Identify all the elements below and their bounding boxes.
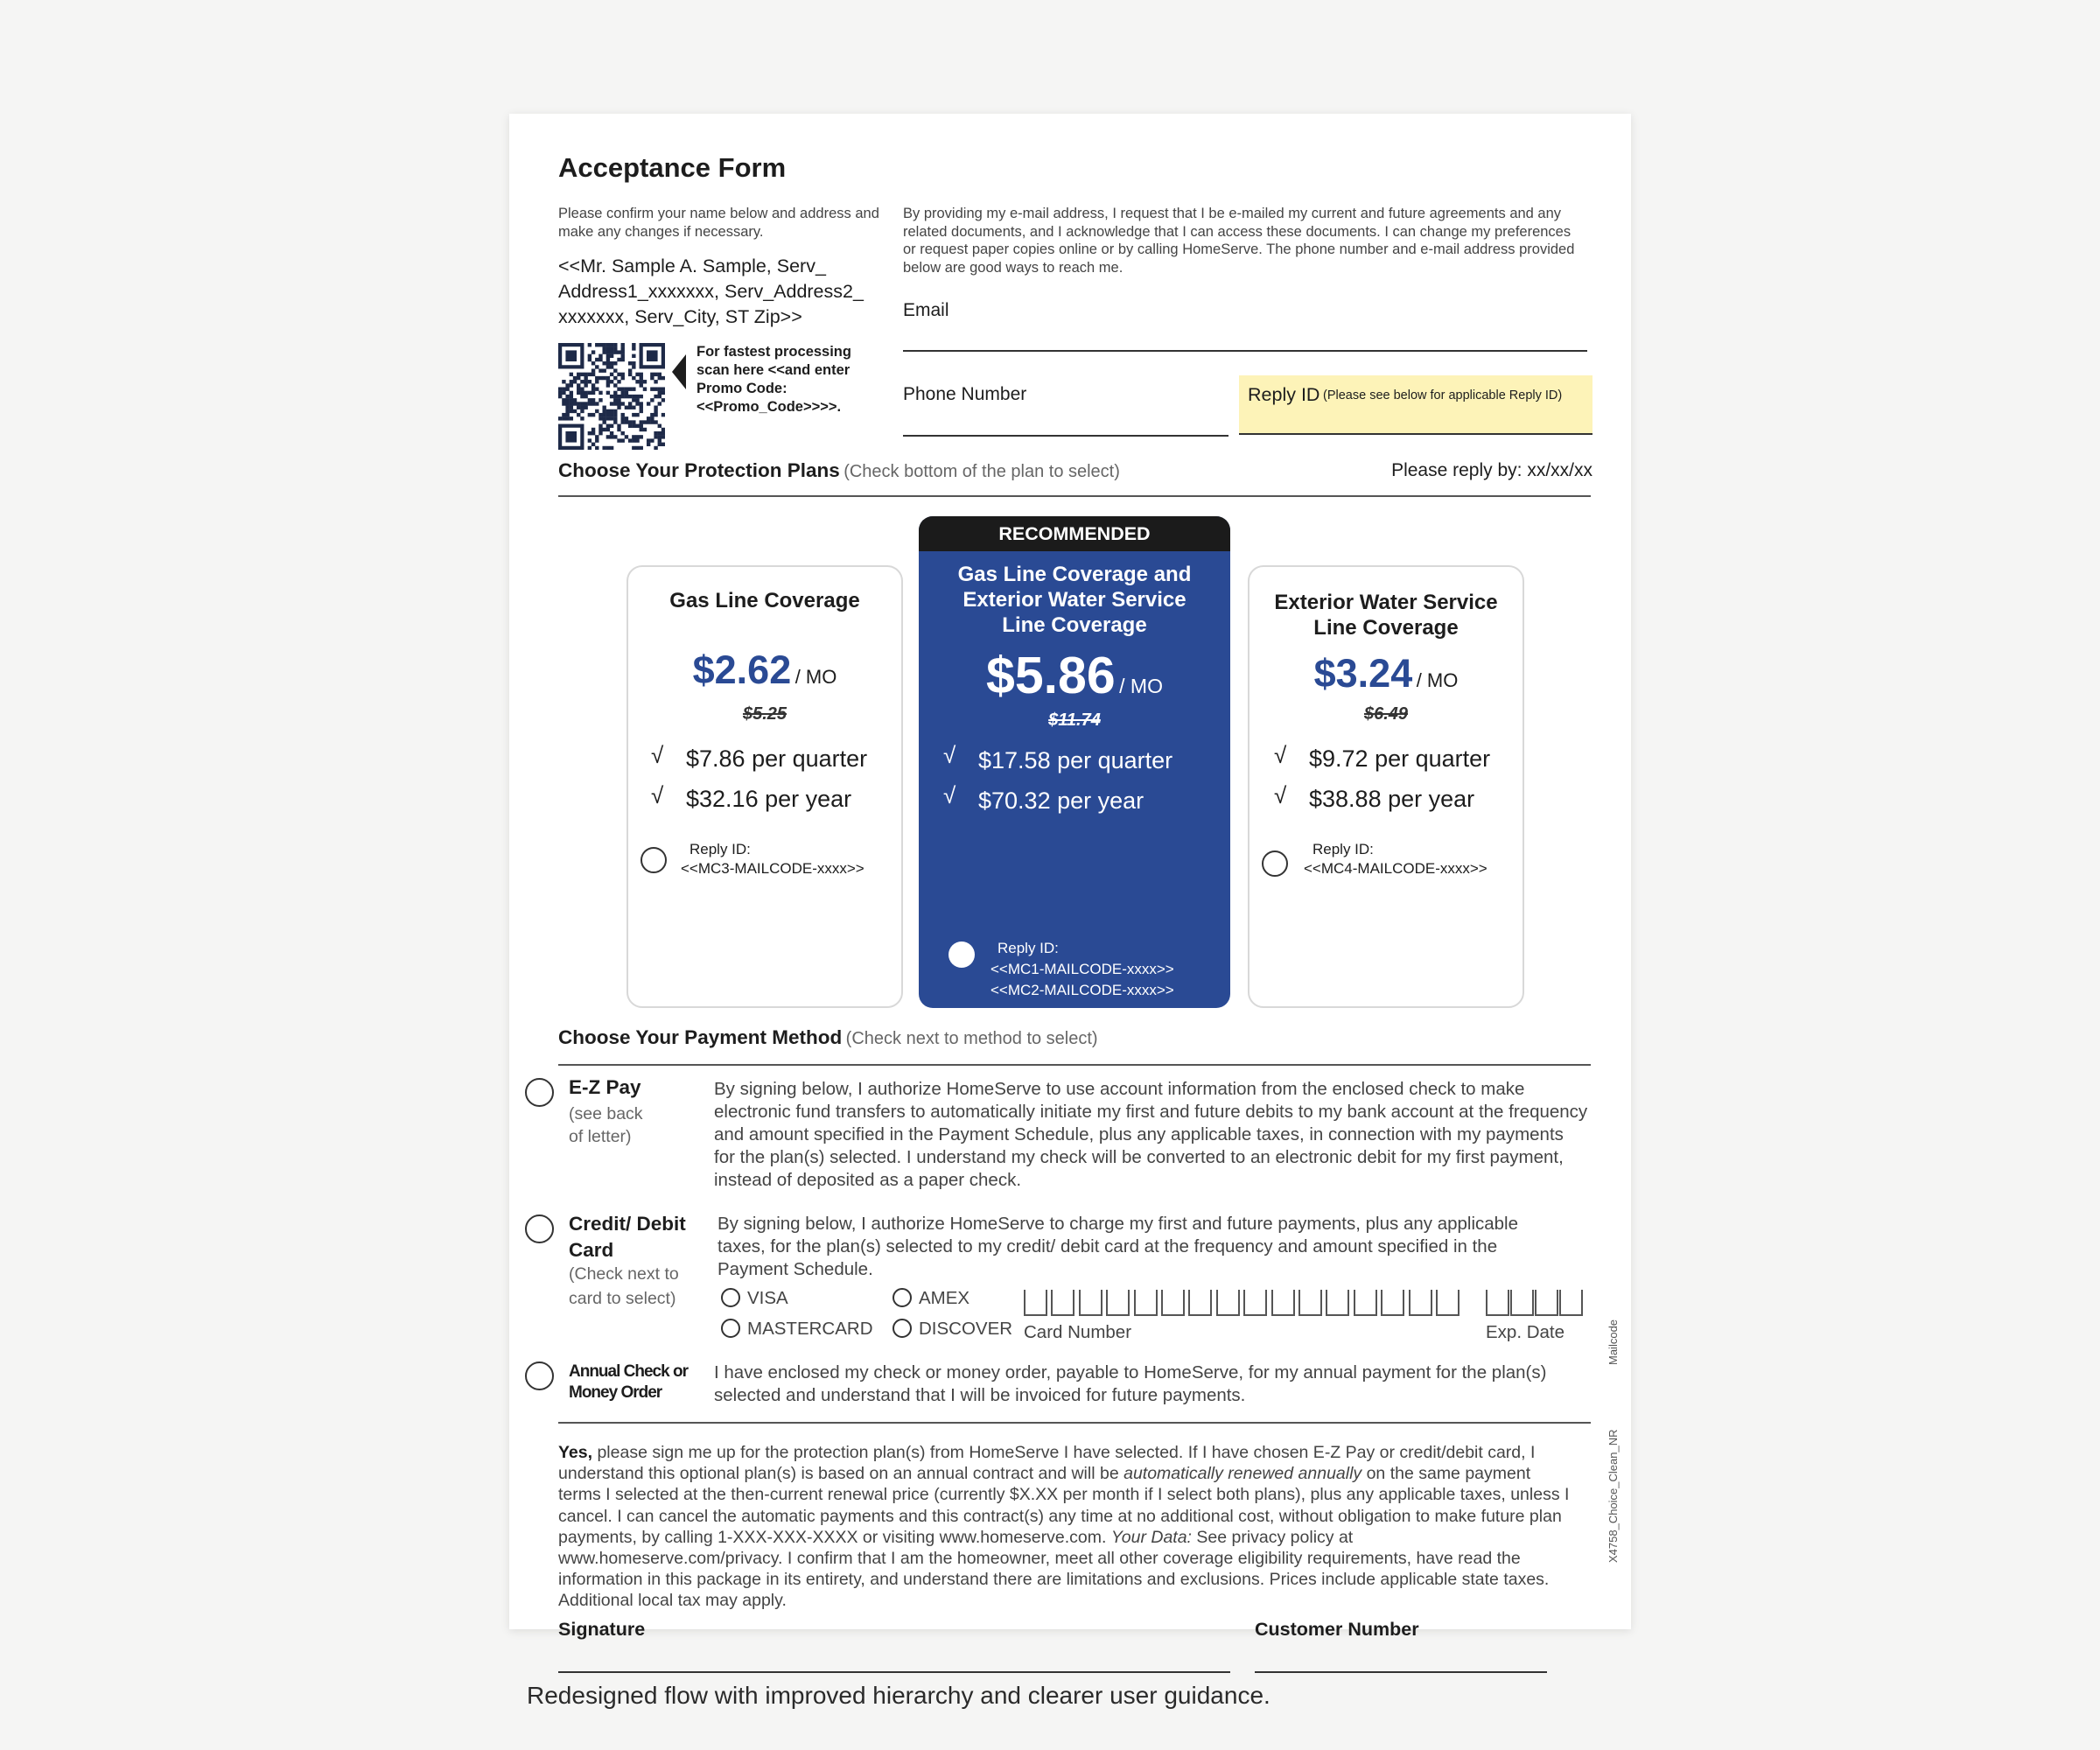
reply-id-code: <<MC4-MAILCODE-xxxx>> xyxy=(1304,860,1488,877)
plan-price-amount: $2.62 xyxy=(692,648,792,692)
plan-reply-id xyxy=(681,840,864,878)
pointer-triangle-icon xyxy=(672,354,686,389)
plans-heading xyxy=(558,459,1120,482)
plan-original-price: $11.74 xyxy=(1048,710,1101,730)
plan-price xyxy=(919,646,1230,705)
ez-pay-label: E-Z Pay xyxy=(569,1076,641,1098)
visa-radio[interactable] xyxy=(721,1288,740,1307)
ez-pay-terms: By signing below, I authorize HomeServe to use account information from the enclosed check to make electronic fund transfers to automatically initiate my first and future debits to my bank account at the frequency and amount specified in the Payment Schedule, plus any applicable taxes, in connection with my payments for the plan(s) selected. I understand my check will be converted to an electronic debit for my first payment, instead of deposited as a paper check. xyxy=(714,1079,1588,1190)
card-number-label: Card Number xyxy=(1024,1322,1132,1342)
char-box xyxy=(1271,1290,1295,1316)
char-box xyxy=(1051,1290,1074,1316)
discover-radio[interactable] xyxy=(892,1319,912,1338)
plan-select-radio[interactable] xyxy=(948,942,975,968)
check-money-order-terms: I have enclosed my check or money order, payable to HomeServe, for my annual payment for the plan(s) selected and understand that I will be invoiced for future payments. xyxy=(714,1362,1547,1405)
reply-id-note: (Please see below for applicable Reply ID) xyxy=(1323,388,1563,402)
plan-price-unit: / MO xyxy=(794,666,837,688)
confirm-text: Please confirm your name below and address and make any changes if necessary. xyxy=(558,206,879,240)
reply-id-label: Reply ID xyxy=(1248,384,1320,405)
check-mark-icon: √ xyxy=(943,782,956,808)
check-mark-icon: √ xyxy=(1274,742,1287,768)
visa-label: VISA xyxy=(747,1288,788,1308)
qr-code[interactable] xyxy=(558,343,665,450)
email-consent-text: By providing my e-mail address, I request that I be e-mailed my current and future agreements and any related documents, and I acknowledge that I can access these documents. I can change my preferences or request paper copies online or by calling HomeServe. The phone number and e-mail address provided below are good ways to reach me. xyxy=(903,206,1575,276)
reply-id-caption: Reply ID: xyxy=(1312,841,1374,858)
side-job-code: X4758_Choice_Clean_NR xyxy=(1606,1429,1620,1563)
plan-card-gas-line[interactable] xyxy=(626,565,903,1008)
char-box xyxy=(1079,1290,1102,1316)
ez-pay-sublabel: (see back of letter) xyxy=(569,1104,643,1146)
plan-select-radio[interactable] xyxy=(640,847,667,873)
plan-original-price: $6.49 xyxy=(1363,704,1409,724)
credit-card-label: Credit/ Debit Card xyxy=(569,1213,686,1261)
plan-year-price: $38.88 per year xyxy=(1309,786,1475,812)
plans-hint: (Check bottom of the plan to select) xyxy=(844,462,1120,481)
plan-year-price: $70.32 per year xyxy=(978,788,1144,814)
reply-id-code-2: <<MC2-MAILCODE-xxxx>> xyxy=(990,982,1174,998)
recommended-badge: RECOMMENDED xyxy=(919,516,1230,551)
plan-year-price: $32.16 per year xyxy=(686,786,852,812)
plan-title: Exterior Water Service Line Coverage xyxy=(1274,591,1498,640)
mastercard-label: MASTERCARD xyxy=(747,1319,873,1339)
payment-heading xyxy=(558,1026,1098,1049)
caption: Redesigned flow with improved hierarchy and clearer user guidance. xyxy=(527,1682,1270,1709)
char-box xyxy=(1024,1290,1047,1316)
discover-label: DISCOVER xyxy=(919,1319,1013,1339)
plan-card-combined[interactable] xyxy=(919,516,1230,1008)
customer-number-field[interactable] xyxy=(1255,1671,1547,1673)
char-box xyxy=(1298,1290,1322,1316)
check-mark-icon: √ xyxy=(651,782,664,808)
check-money-order-label: Annual Check or Money Order xyxy=(569,1362,688,1402)
signature-label: Signature xyxy=(558,1619,646,1640)
plan-price-amount: $5.86 xyxy=(986,647,1116,704)
plan-reply-id xyxy=(1304,840,1488,878)
char-box xyxy=(1510,1290,1534,1316)
plan-quarter-price: $17.58 per quarter xyxy=(978,747,1173,774)
plan-quarter-price: $7.86 per quarter xyxy=(686,746,868,772)
check-mark-icon: √ xyxy=(651,742,664,768)
qr-instructions: For fastest processing scan here <<and enter Promo Code: <<Promo_Code>>>>. xyxy=(696,344,851,415)
plan-title: Gas Line Coverage xyxy=(669,589,860,612)
check-money-order-radio[interactable] xyxy=(525,1362,554,1390)
exp-date-label: Exp. Date xyxy=(1486,1322,1565,1342)
char-box xyxy=(1535,1290,1558,1316)
card-number-input[interactable] xyxy=(1024,1290,1465,1318)
plan-price-unit: / MO xyxy=(1416,669,1459,691)
side-mailcode: Mailcode xyxy=(1606,1319,1620,1365)
plan-original-price: $5.25 xyxy=(742,704,788,724)
payment-heading-text: Choose Your Payment Method xyxy=(558,1026,843,1048)
qr-code-graphic xyxy=(558,343,665,450)
reply-id-caption: Reply ID: xyxy=(998,940,1059,956)
plan-price xyxy=(628,648,901,693)
terms-divider xyxy=(558,1422,1591,1424)
terms-paragraph xyxy=(558,1442,1573,1612)
char-box xyxy=(1326,1290,1349,1316)
mastercard-radio[interactable] xyxy=(721,1319,740,1338)
check-mark-icon: √ xyxy=(1274,782,1287,808)
plan-card-exterior-water[interactable] xyxy=(1248,565,1524,1008)
char-box xyxy=(1381,1290,1404,1316)
form-title: Acceptance Form xyxy=(558,152,787,183)
reply-id-code: <<MC3-MAILCODE-xxxx>> xyxy=(681,860,864,877)
char-box xyxy=(1134,1290,1158,1316)
check-mark-icon: √ xyxy=(943,742,956,768)
char-box xyxy=(1559,1290,1583,1316)
payment-hint: (Check next to method to select) xyxy=(845,1029,1098,1048)
signature-field[interactable] xyxy=(558,1671,1230,1673)
plan-reply-id xyxy=(990,938,1174,1001)
credit-card-radio[interactable] xyxy=(525,1214,554,1243)
plan-quarter-price: $9.72 per quarter xyxy=(1309,746,1491,772)
amex-radio[interactable] xyxy=(892,1288,912,1307)
reply-id-code: <<MC1-MAILCODE-xxxx>> xyxy=(990,961,1174,977)
ez-pay-radio[interactable] xyxy=(525,1078,554,1107)
char-box xyxy=(1216,1290,1240,1316)
plan-select-radio[interactable] xyxy=(1262,850,1288,877)
reply-by-date: Please reply by: xx/xx/xx xyxy=(1391,460,1592,480)
char-box xyxy=(1436,1290,1460,1316)
acceptance-form-page xyxy=(509,114,1631,1640)
reply-id-field[interactable] xyxy=(1239,375,1592,435)
exp-date-input[interactable] xyxy=(1486,1290,1584,1318)
char-box xyxy=(1243,1290,1267,1316)
plans-heading-text: Choose Your Protection Plans xyxy=(558,459,840,481)
char-box xyxy=(1409,1290,1432,1316)
payment-divider xyxy=(558,1064,1591,1066)
terms-your-data: Your Data: xyxy=(1110,1527,1192,1547)
email-label: Email xyxy=(903,300,949,320)
mailing-address: <<Mr. Sample A. Sample, Serv_ Address1_xxxxxxx, Serv_Address2_ xxxxxxx, Serv_City, ST Zip>> xyxy=(558,256,864,327)
email-field[interactable] xyxy=(903,350,1587,352)
plan-title: Gas Line Coverage and Exterior Water Service Line Coverage xyxy=(957,563,1192,637)
char-box xyxy=(1106,1290,1130,1316)
terms-auto-renew: automatically renewed annually xyxy=(1124,1464,1362,1484)
char-box xyxy=(1354,1290,1377,1316)
terms-yes: Yes, xyxy=(558,1443,593,1462)
char-box xyxy=(1161,1290,1185,1316)
plan-price xyxy=(1250,651,1522,696)
customer-number-label: Customer Number xyxy=(1255,1619,1419,1640)
char-box xyxy=(1188,1290,1212,1316)
phone-field[interactable] xyxy=(903,435,1228,437)
reply-id-caption: Reply ID: xyxy=(690,841,751,858)
amex-label: AMEX xyxy=(919,1288,970,1308)
plans-divider xyxy=(558,495,1591,497)
plan-price-unit: / MO xyxy=(1119,675,1163,697)
credit-card-terms: By signing below, I authorize HomeServe to charge my first and future payments, plus any applicable taxes, for the plan(s) selected to my credit/ debit card at the frequency and amount specified in the Payment Schedule. xyxy=(718,1214,1519,1279)
phone-label: Phone Number xyxy=(903,384,1027,404)
terms-part-1: please sign me up for the protection plan(s) from HomeServe I have selected. If I have chosen E-Z Pay or credit/debit card, I understand this optional plan(s) is based on an annual contract and will be xyxy=(558,1443,1536,1484)
terms-part-3: See privacy policy at www.homeserve.com/privacy. I confirm that I am the homeowner, meet all other coverage eligibility requirements, have read the information in this package in its entirety, and understand there are limitations and exclusions. Prices include applicable state taxes. Additional local tax may apply. xyxy=(558,1527,1550,1611)
plan-price-amount: $3.24 xyxy=(1313,651,1413,696)
terms-part-2: on the same payment terms I selected at the then-current renewal price (currently $X.XX per month if I select both plans), plus any applicable taxes, unless I cancel. I can cancel the automatic payments and this contract(s) any time at no additional cost, without obligation to make future plan payments, by calling 1-XXX-XXX-XXXX or visiting www.homeserve.com. xyxy=(558,1464,1570,1547)
credit-card-sublabel: (Check next to card to select) xyxy=(569,1264,679,1308)
char-box xyxy=(1486,1290,1509,1316)
